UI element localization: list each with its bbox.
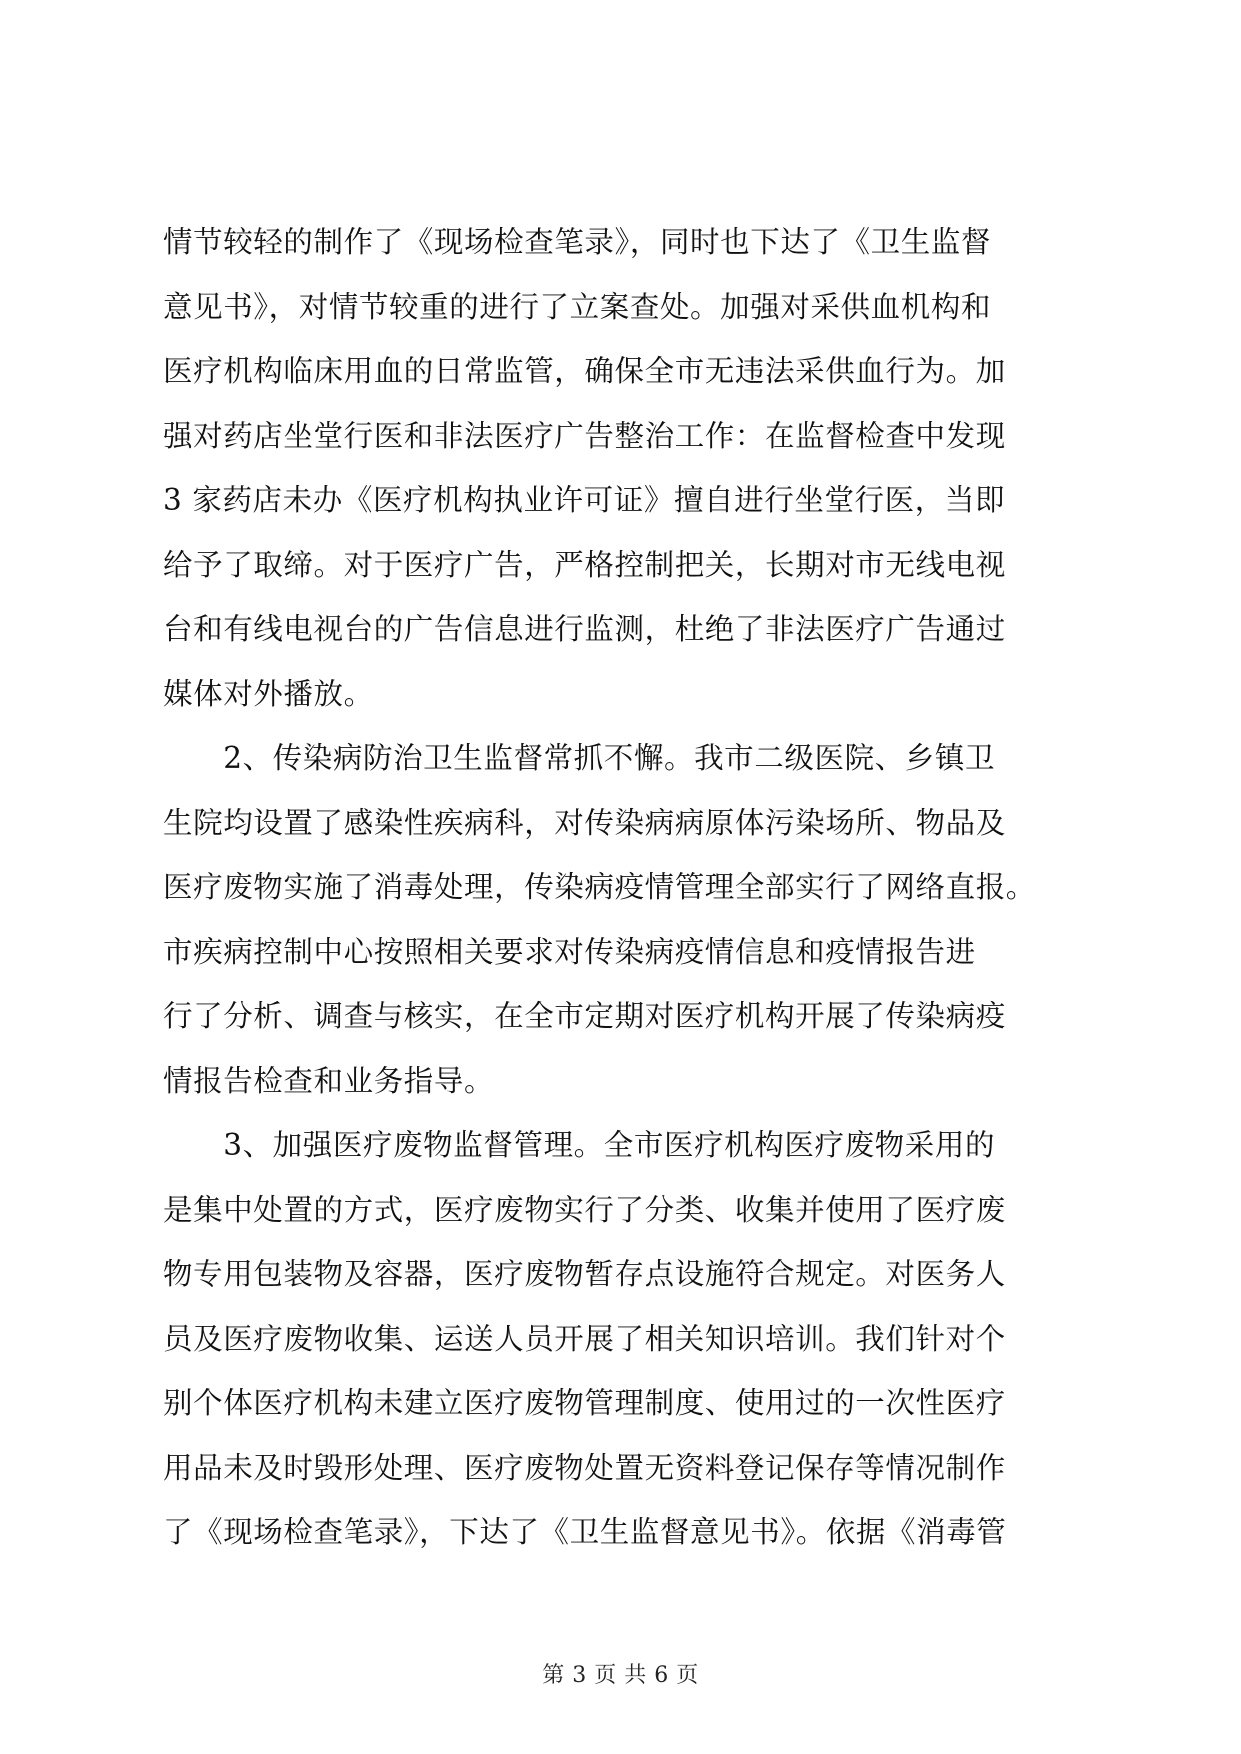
text-line: 媒体对外播放。 bbox=[163, 676, 374, 711]
text-line: 意见书》，对情节较重的进行了立案查处。加强对采供血机构和 bbox=[163, 289, 992, 324]
document-body bbox=[163, 226, 1103, 1581]
text-line: 医疗废物实施了消毒处理，传染病疫情管理全部实行了网络直报。 bbox=[163, 870, 1036, 904]
text-line: 了《现场检查笔录》，下达了《卫生监督意见书》。依据《消毒管 bbox=[163, 1515, 1007, 1549]
text-line: 是集中处置的方式，医疗废物实行了分类、收集并使用了医疗废 bbox=[163, 1192, 1006, 1227]
text-line: 2、传染病防治卫生监督常抓不懈。我市二级医院、乡镇卫 bbox=[163, 741, 996, 775]
text-line: 物专用包装物及容器，医疗废物暂存点设施符合规定。对医务人 bbox=[163, 1257, 1006, 1291]
text-line: 3、加强医疗废物监督管理。全市医疗机构医疗废物采用的 bbox=[163, 1128, 996, 1162]
text-line: 医疗机构临床用血的日常监管，确保全市无违法采供血行为。加 bbox=[163, 354, 1006, 388]
text-line: 行了分析、调查与核实，在全市定期对医疗机构开展了传染病疫 bbox=[163, 999, 1006, 1033]
text-line: 台和有线电视台的广告信息进行监测，杜绝了非法医疗广告通过 bbox=[163, 612, 1006, 646]
text-line: 生院均设置了感染性疾病科，对传染病病原体污染场所、物品及 bbox=[163, 805, 1006, 840]
text-line: 用品未及时毁形处理、医疗废物处置无资料登记保存等情况制作 bbox=[163, 1450, 1006, 1485]
text-line: 情报告检查和业务指导。 bbox=[163, 1063, 495, 1098]
text-line: 给予了取缔。对于医疗广告，严格控制把关，长期对市无线电视 bbox=[163, 547, 1006, 582]
text-line: 强对药店坐堂行医和非法医疗广告整治工作：在监督检查中发现 bbox=[163, 418, 1006, 453]
page-number-footer: 第 3 页 共 6 页 bbox=[542, 1663, 699, 1688]
text-line: 市疾病控制中心按照相关要求对传染病疫情信息和疫情报告进 bbox=[163, 934, 976, 969]
text-line: 别个体医疗机构未建立医疗废物管理制度、使用过的一次性医疗 bbox=[163, 1386, 1006, 1420]
text-line: 员及医疗废物收集、运送人员开展了相关知识培训。我们针对个 bbox=[163, 1321, 1006, 1356]
text-line: 3 家药店未办《医疗机构执业许可证》擅自进行坐堂行医，当即 bbox=[163, 483, 1006, 517]
text-line: 情节较轻的制作了《现场检查笔录》，同时也下达了《卫生监督 bbox=[163, 225, 992, 259]
